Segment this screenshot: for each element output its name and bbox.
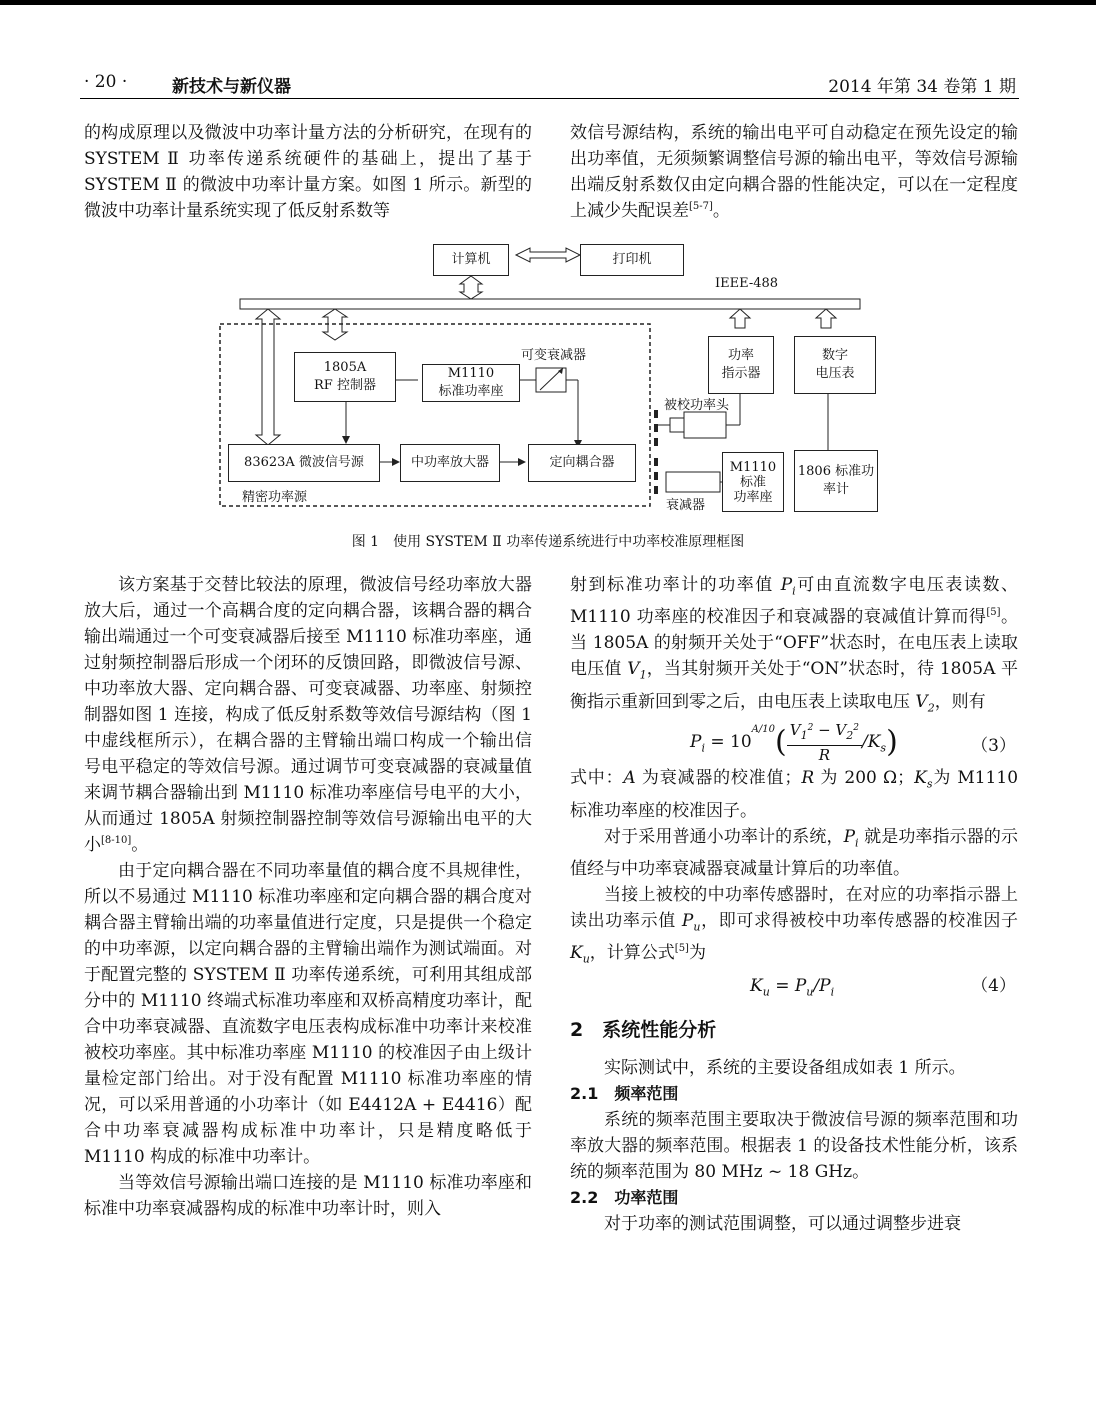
equation-4-body: $K_u = P_u/P_i$ [750,975,835,999]
signal-source-label: 83623A 微波信号源 [244,455,364,470]
text-run: 为 M1110 标准功率座的校准因子。 [570,768,1019,821]
text-run: ，则有 [934,691,986,712]
var-pi: $P_i$ [843,826,859,849]
var-a: A [623,768,636,789]
var-ks: $K_s$ [914,768,933,791]
equation-3-number: （3） [971,736,1016,757]
ieee-488-bus-label: IEEE-488 [715,276,779,291]
printer-label: 打印机 [612,252,652,267]
m1110-mount-model: M1110 [447,366,495,381]
paragraph: 对于功率的测试范围调整，可以通过调整步进衰 [604,1213,961,1234]
paragraph: 实际测试中，系统的主要设备组成如表 1 所示。 [604,1057,966,1078]
text-run: 式中： [570,768,624,789]
page-number: · 20 · [84,72,128,92]
text-run: 射到标准功率计的功率值 [570,575,781,595]
m1110-standard-line3: 功率座 [733,489,773,505]
text-run: 就是功率指示器的示值经与中功率衰减器衰减量计算后的功率值。 [570,826,1019,879]
var-r: R [801,768,815,789]
punctuation: 。 [712,201,730,221]
citation: [8-10] [101,835,132,846]
paragraph [570,120,1018,224]
paragraph [84,572,532,858]
var-pu: $P_u$ [681,910,701,934]
equation-3-body: $P_i = 10^{A/10}$( $\frac{V_1^2 - V_2^2}{R}$ $/K_s$) [690,721,898,765]
text-run: 当接上被校的中功率传感器时，在对应的功率指示器上读出功率示值 [570,884,1018,931]
coupler-label: 定向耦合器 [549,455,615,470]
rf-controller-label: RF 控制器 [314,378,376,393]
text-run: 。当 1805A 的射频开关处于“OFF”状态时，在电压表上读取电压值 [570,607,1019,680]
precision-source-label: 精密功率源 [242,490,308,505]
text-run: 为衰减器的校准值； [635,768,802,789]
issue-info: 2014 年第 34 卷第 1 期 [828,77,1016,97]
power-indicator-line2: 指示器 [721,366,761,381]
m1110-standard-model: M1110 [729,459,777,475]
signal-source-box [228,444,380,482]
variable-attenuator-label: 可变衰减器 [521,348,587,363]
m1110-standard-line2: 标准 [739,474,766,490]
amplifier-label: 中功率放大器 [410,455,489,470]
citation: [5-7] [689,201,713,212]
var-ku: $K_u$ [570,943,590,966]
equation-4 [570,973,1018,999]
lower-left-column [84,572,532,1222]
m1110-mount-label: 标准功率座 [438,384,504,399]
paragraph [570,765,1018,823]
subsection-2-2-heading: 2.2 功率范围 [570,1187,679,1207]
power-indicator-line1: 功率 [727,348,754,363]
rf-controller-box [294,352,396,402]
text-run: 对于采用普通小功率计的系统， [604,826,844,847]
power-meter-line1: 1806 标准功 [797,464,875,479]
equation-3 [570,721,1018,765]
figure-caption: 图 1 使用 SYSTEM Ⅱ 功率传递系统进行中功率校准原理框图 [351,534,745,550]
power-meter-box [794,450,878,512]
voltmeter-line2: 电压表 [815,366,855,381]
var-v1: $V_1$ [627,659,647,682]
citation: [5] [674,943,689,955]
text-run: 为 [688,943,706,964]
paragraph: 的构成原理以及微波中功率计量方法的分析研究，在现有的 SYSTEM Ⅱ 功率传递系统硬件的基础上，提出了基于 SYSTEM Ⅱ 的微波中功率计量方案。如图 1 所示。新型的微波中功率计量系统实现了低反射系数等 [84,123,532,221]
dut-sensor-label: 被校功率头 [664,398,730,413]
punctuation: 。 [131,835,149,855]
paragraph: 系统的频率范围主要取决于微波信号源的频率范围和功率放大器的频率范围。根据表 1 的设备技术性能分析，该系统的频率范围为 80 MHz ~ 18 GHz。 [570,1109,1018,1182]
paragraph [570,824,1018,882]
text-run: ，即可求得被校中功率传感器的校准因子 [700,910,1019,931]
voltmeter-line1: 数字 [821,348,848,363]
paragraph-text: 该方案基于交替比较法的原理，微波信号经功率放大器放大后，通过一个高耦合度的定向耦合器，该耦合器的耦合输出端通过一个可变衰减器后接至 M1110 标准功率座，通过射频控制器后形成一个闭环的反馈回路，即微波信号源、中功率放大器、定向耦合器、可变衰减器、功率座、射频控制器如图 1 连接，构成了低反射系数等效信号源结构（图 1 中虚线框所示），在耦合器的主臂输出端口构成一个输出信号电平稳定的等效信号源。通过调节可变衰减器的衰减量值来调节耦合器输出到 M1110 标准功率座信号电平的大小，从而通过 1805A 射频控制器控制等效信号源输出电平的大小 [84,575,532,855]
top-right-column [570,120,1018,224]
text-run: 为 200 Ω； [814,768,915,789]
var-v2: $V_2$ [915,691,935,715]
attenuator-label: 衰减器 [666,498,706,513]
header-rule [80,98,1019,99]
amplifier-box [400,444,500,482]
text-run: 可由直流数字电压表读数、M1110 功率座的校准因子和衰减器的衰减值计算而得 [570,575,1019,628]
section-2-heading: 2 系统性能分析 [570,1018,717,1041]
printer-box [580,244,684,276]
var-pi: $P_i$ [780,575,796,598]
power-indicator-box [708,336,774,394]
computer-label: 计算机 [451,252,491,267]
lower-right-column [570,572,1018,1237]
rf-controller-model: 1805A [323,360,367,375]
subsection-2-1-heading: 2.1 频率范围 [570,1083,679,1103]
figure-1-block-diagram [218,240,880,520]
paragraph: 当等效信号源输出端口连接的是 M1110 标准功率座和标准中功率衰减器构成的标准中功率计时，则入 [84,1173,532,1219]
m1110-mount-box [422,364,520,402]
top-left-column [84,120,532,224]
equation-4-number: （4） [971,975,1016,996]
text-run: ，计算公式 [589,943,675,964]
voltmeter-box [794,336,876,394]
citation: [5] [986,607,1001,619]
m1110-standard-box [722,452,784,512]
computer-box [433,244,509,276]
journal-title: 新技术与新仪器 [172,77,291,97]
paragraph [570,572,1018,721]
paragraph: 由于定向耦合器在不同功率量值的耦合度不具规律性，所以不易通过 M1110 标准功率座和定向耦合器的耦合度对耦合器主臂输出端的功率量值进行定度，只是提供一个稳定的中功率源，以定向耦合器的主臂输出端作为测试端面。对于配置完整的 SYSTEM Ⅱ 功率传递系统，可利用其组成部分中的 M1110 终端式标准功率座和双桥高精度功率计，配合中功率衰减器、直流数字电压表构成标准中功率计来校准被校功率座。其中标准功率座 M1110 的校准因子由上级计量检定部门给出。对于没有配置 M1110 标准功率座的情况，可以采用普通的小功率计（如 E4412A + E4416）配合中功率衰减器构成标准中功率计，只是精度略低于 M1110 构成的标准中功率计。 [84,861,532,1167]
text-run: ，当其射频开关处于“ON”状态时，待 1805A 平衡指示重新回到零之后，由电压表上读取电压 [570,659,1019,712]
paragraph-text: 效信号源结构，系统的输出电平可自动稳定在预先设定的输出功率值，无须频繁调整信号源的输出电平，等效信号源输出端反射系数仅由定向耦合器的性能决定，可以在一定程度上减少失配误差 [570,123,1018,221]
coupler-box [528,444,636,482]
power-meter-line2: 率计 [822,482,849,497]
paragraph [570,882,1018,973]
top-border [0,0,1096,5]
